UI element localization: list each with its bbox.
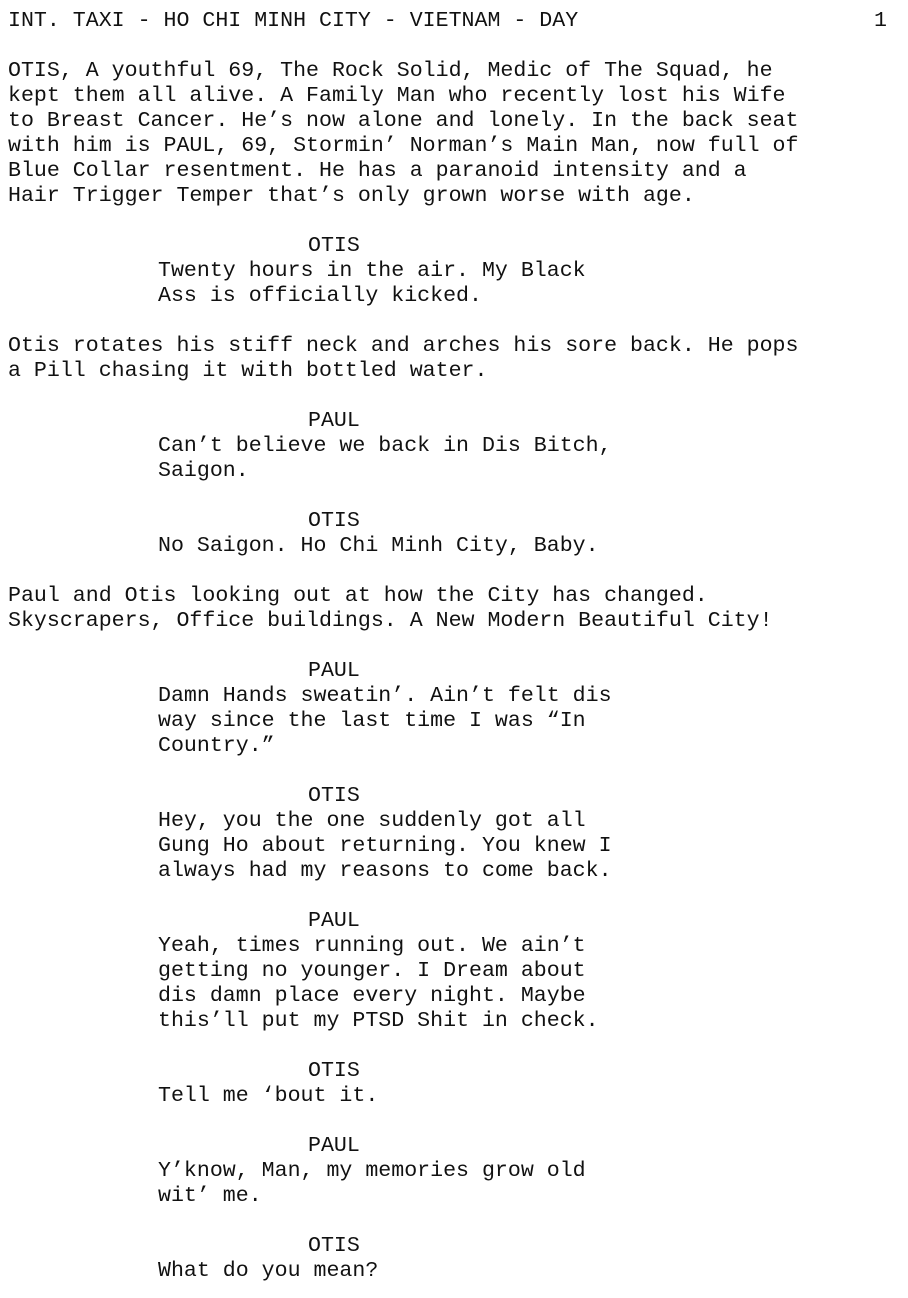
dialogue-line: Can’t believe we back in Dis Bitch, [158,434,612,458]
character-name: OTIS [308,1059,360,1083]
dialogue-line: wit’ me. [158,1184,262,1208]
character-name: PAUL [308,659,360,683]
character-name: OTIS [308,784,360,808]
character-name: PAUL [308,1134,360,1158]
dialogue-line: way since the last time I was “In [158,709,586,733]
dialogue-line: Ass is officially kicked. [158,284,482,308]
dialogue-line: What do you mean? [158,1259,379,1283]
character-name: PAUL [308,409,360,433]
character-name: OTIS [308,234,360,258]
action-line: a Pill chasing it with bottled water. [8,359,488,383]
dialogue-line: always had my reasons to come back. [158,859,612,883]
action-line: Skyscrapers, Office buildings. A New Modern Beautiful City! [8,609,773,633]
action-line: Otis rotates his stiff neck and arches his sore back. He pops [8,334,799,358]
dialogue-line: Yeah, times running out. We ain’t [158,934,586,958]
action-line: Paul and Otis looking out at how the City has changed. [8,584,708,608]
action-line: with him is PAUL, 69, Stormin’ Norman’s Main Man, now full of [8,134,799,158]
dialogue-line: getting no younger. I Dream about [158,959,586,983]
dialogue-line: No Saigon. Ho Chi Minh City, Baby. [158,534,599,558]
character-name: OTIS [308,1234,360,1258]
dialogue-line: Y’know, Man, my memories grow old [158,1159,586,1183]
dialogue-line: Damn Hands sweatin’. Ain’t felt dis [158,684,612,708]
dialogue-line: Twenty hours in the air. My Black [158,259,586,283]
action-line: kept them all alive. A Family Man who recently lost his Wife [8,84,786,108]
dialogue-line: Gung Ho about returning. You knew I [158,834,612,858]
action-line: Blue Collar resentment. He has a paranoid intensity and a [8,159,747,183]
dialogue-line: Tell me ‘bout it. [158,1084,379,1108]
character-name: PAUL [308,909,360,933]
dialogue-line: dis damn place every night. Maybe [158,984,586,1008]
page-number: 1 [874,9,887,33]
character-name: OTIS [308,509,360,533]
dialogue-line: Saigon. [158,459,249,483]
scene-heading: INT. TAXI - HO CHI MINH CITY - VIETNAM - DAY [8,9,579,33]
dialogue-line: Country.” [158,734,275,758]
dialogue-line: Hey, you the one suddenly got all [158,809,586,833]
action-line: to Breast Cancer. He’s now alone and lonely. In the back seat [8,109,799,133]
dialogue-line: this’ll put my PTSD Shit in check. [158,1009,599,1033]
action-line: OTIS, A youthful 69, The Rock Solid, Medic of The Squad, he [8,59,773,83]
action-line: Hair Trigger Temper that’s only grown worse with age. [8,184,695,208]
